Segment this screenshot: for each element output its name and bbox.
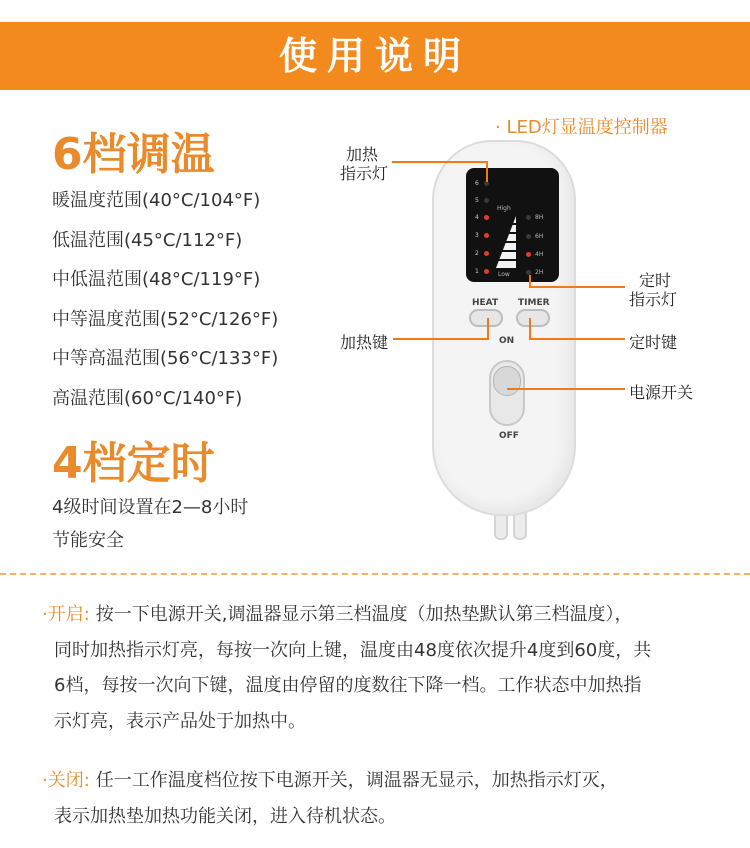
temp-range-item: 中等温度范围(52°C/126°F) (52, 308, 279, 330)
page-title: 使用说明 (278, 34, 471, 78)
on-label: ON (499, 336, 515, 346)
instruction-line: 表示加热垫加热功能关闭，进入待机状态。 (54, 805, 396, 827)
timer-section-title: 4档定时 (52, 438, 215, 489)
timer-indicator-label: 指示灯 (629, 290, 678, 309)
callout-line (529, 338, 625, 340)
controller-caption: · LED灯显温度控制器 (495, 117, 668, 138)
timer-line: 节能安全 (52, 530, 124, 551)
open-label: ·开启: (42, 604, 90, 625)
level-indicator-dot (484, 215, 489, 220)
timer-indicator-dot (526, 215, 531, 220)
power-switch-label: 电源开关 (629, 383, 694, 402)
callout-line (507, 388, 625, 390)
instruction-line: 6档，每按一次向下键，温度由停留的度数往下降一档。工作状态中加热指 (54, 675, 642, 696)
level-number: 6 (475, 180, 479, 187)
close-instruction (42, 766, 618, 837)
level-indicator-dot (484, 233, 489, 238)
temperature-ramp-icon (494, 214, 518, 270)
instruction-line (42, 766, 618, 802)
level-number: 4 (475, 214, 479, 221)
temp-section-title: 6档调温 (52, 129, 215, 180)
close-label: ·关闭: (42, 770, 90, 791)
level-number: 3 (475, 232, 479, 239)
level-indicator-dot (484, 269, 489, 274)
heat-indicator-label: 加热 (346, 145, 379, 164)
temp-range-list (52, 186, 278, 423)
header-banner (0, 22, 750, 90)
callout-line (393, 338, 489, 340)
timer-level-label: 4H (535, 251, 544, 258)
power-switch-knob[interactable] (493, 366, 521, 396)
temp-range-item: 高温范围(60°C/140°F) (52, 387, 243, 409)
timer-level-label: 2H (535, 269, 544, 276)
timer-indicator-dot (526, 252, 531, 257)
callout-line (529, 286, 625, 288)
callout-line (392, 161, 488, 163)
timer-level-label: 6H (535, 233, 544, 240)
temp-range-item: 低温范围(45°C/112°F) (52, 229, 243, 251)
open-instruction (42, 600, 651, 742)
timer-level-label: 8H (535, 214, 544, 221)
level-indicator-dot (484, 251, 489, 256)
timer-indicator-dot (526, 234, 531, 239)
timer-line: 4级时间设置在2—8小时 (52, 497, 249, 518)
level-number: 2 (475, 250, 479, 257)
instruction-text: 按一下电源开关,调温器显示第三档温度（加热垫默认第三档温度）， (95, 604, 633, 625)
instruction-line (42, 600, 651, 636)
low-label: Low (498, 271, 510, 278)
temp-range-item: 中等高温范围(56°C/133°F) (52, 348, 279, 369)
level-number: 1 (475, 268, 479, 275)
heat-button-label: HEAT (472, 298, 499, 308)
high-label: High (497, 205, 511, 212)
callout-line (487, 318, 489, 339)
level-indicator-dot (484, 198, 489, 203)
timer-button-label: TIMER (518, 298, 550, 308)
heat-indicator-label: 指示灯 (340, 164, 389, 183)
heat-key-label: 加热键 (340, 333, 389, 352)
temp-range-item: 暖温度范围(40°C/104°F) (52, 190, 261, 211)
timer-indicator-label: 定时 (639, 271, 672, 290)
callout-line (529, 318, 531, 339)
level-number: 5 (475, 197, 479, 204)
instruction-line: 示灯亮，表示产品处于加热中。 (54, 710, 306, 732)
instruction-text: 任一工作温度档位按下电源开关，调温器无显示，加热指示灯灭， (95, 770, 618, 791)
instruction-line: 同时加热指示灯亮，每按一次向上键，温度由48度依次提升4度到60度，共 (54, 639, 652, 661)
timer-description (52, 493, 248, 559)
heat-button[interactable] (469, 309, 503, 327)
callout-line (486, 161, 488, 182)
timer-button[interactable] (516, 309, 550, 327)
timer-key-label: 定时键 (629, 333, 678, 352)
off-label: OFF (499, 431, 519, 441)
temp-range-item: 中低温范围(48°C/119°F) (52, 269, 261, 290)
section-divider (0, 573, 750, 575)
